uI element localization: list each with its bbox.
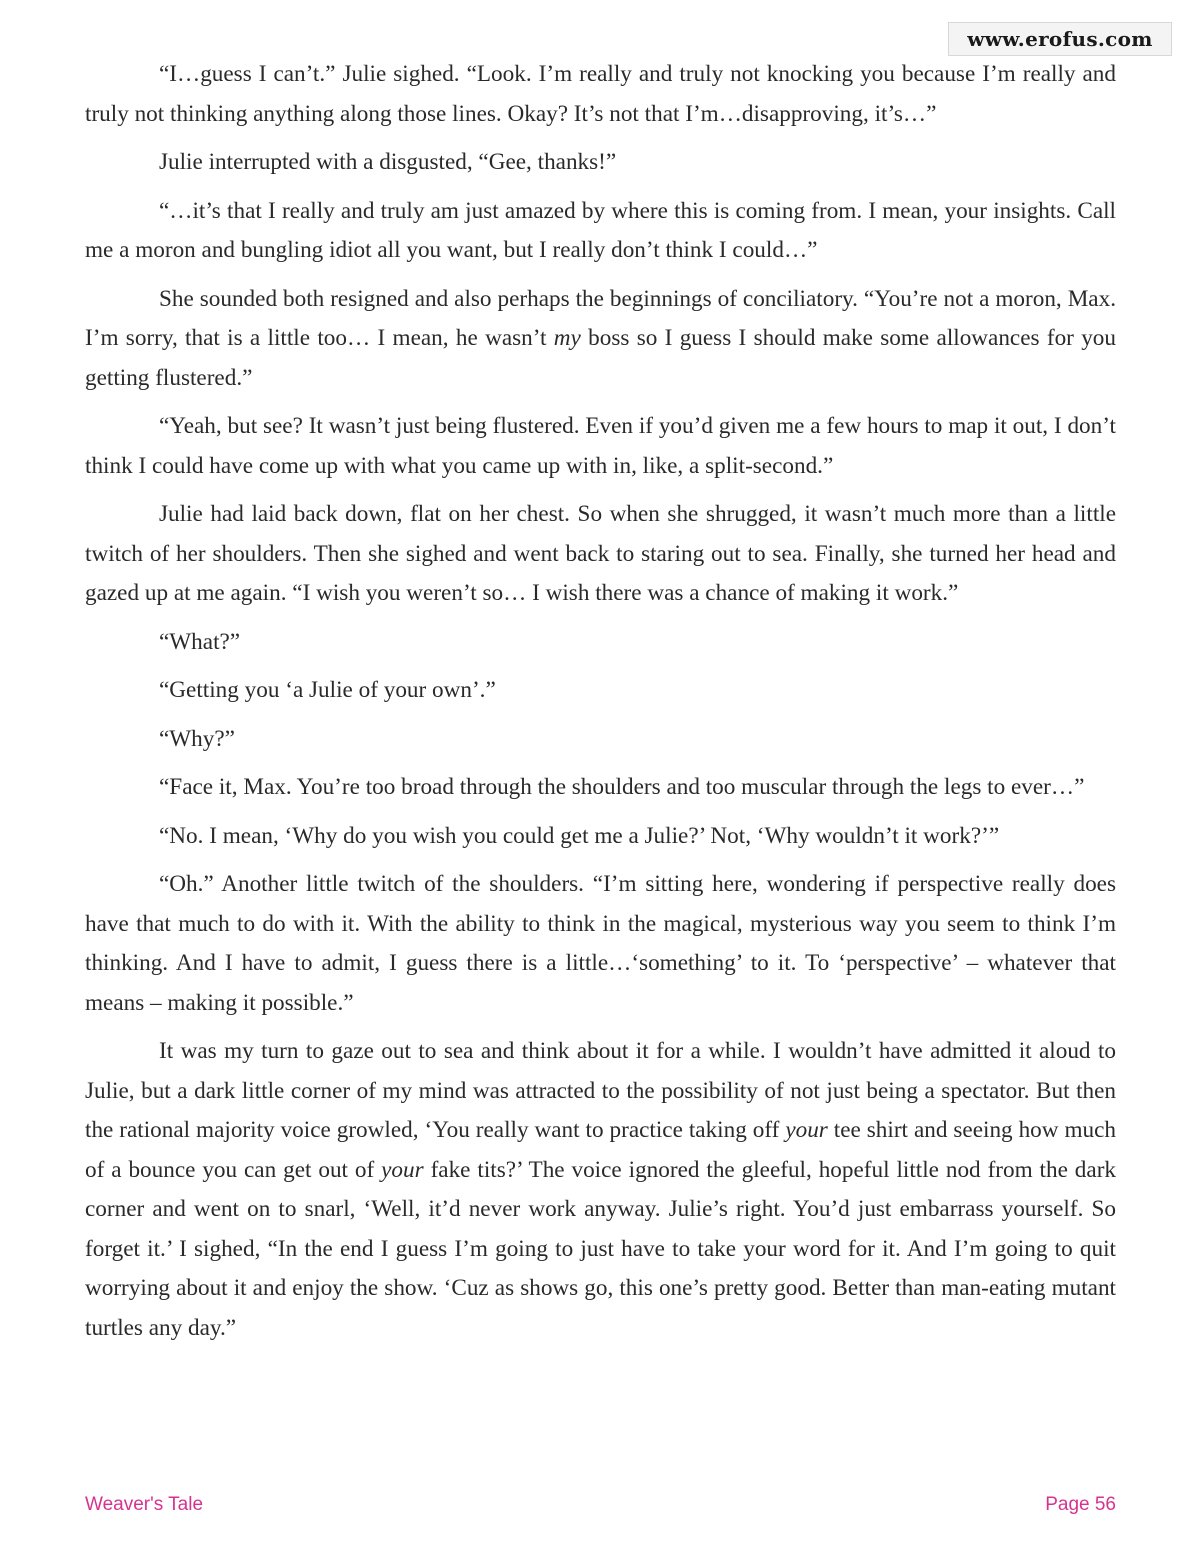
story-paragraph <box>85 865 1116 1023</box>
story-paragraph <box>85 623 1116 663</box>
paragraph-text: She sounded both resigned and also perhaps the beginnings of conciliatory. “You’re not a moron, Max. I’m sorry, that is a little too… I mean, he wasn’t <box>85 285 1116 351</box>
paragraph-text: “Face it, Max. You’re too broad through the shoulders and too muscular through the legs to ever…” <box>159 774 1085 800</box>
story-paragraph <box>85 143 1116 183</box>
emphasis-text: your <box>785 1117 828 1143</box>
paragraph-text: “I…guess I can’t.” Julie sighed. “Look. I’m really and truly not knocking you because I’m really and truly not thinking anything along those lines. Okay? It’s not that I’m…disapproving, it’s…” <box>85 61 1116 127</box>
page-footer <box>85 1494 1116 1516</box>
paragraph-text: boss so I guess I should make some allowances for you getting flustered.” <box>85 325 1116 391</box>
story-paragraph <box>85 407 1116 486</box>
story-paragraph <box>85 817 1116 857</box>
paragraph-text: tee shirt and seeing how much of a bounce you can get out of <box>85 1117 1116 1183</box>
story-paragraph <box>85 671 1116 711</box>
paragraph-text: It was my turn to gaze out to sea and think about it for a while. I wouldn’t have admitted it aloud to Julie, but a dark little corner of my mind was attracted to the possibility of not just being a spectator. But then the rational majority voice growled, ‘You really want to practice taking off <box>85 1038 1116 1143</box>
story-paragraph <box>85 1032 1116 1348</box>
story-paragraph <box>85 495 1116 614</box>
page-number: Page 56 <box>1045 1494 1116 1515</box>
paragraph-text: “Why?” <box>159 725 235 752</box>
paragraph-text: “…it’s that I really and truly am just amazed by where this is coming from. I mean, your insights. Call me a moron and bungling idiot all you want, but I really don’t think I could…” <box>85 197 1116 263</box>
paragraph-text: “What?” <box>159 628 241 655</box>
paragraph-text: Julie interrupted with a disgusted, “Gee, thanks!” <box>159 149 617 175</box>
paragraph-text: “No. I mean, ‘Why do you wish you could get me a Julie?’ Not, ‘Why wouldn’t it work?’” <box>159 822 1000 849</box>
story-paragraph <box>85 280 1116 399</box>
watermark-logo: www.erofus.com <box>948 22 1172 56</box>
paragraph-text: Julie had laid back down, flat on her chest. So when she shrugged, it wasn’t much more than a little twitch of her shoulders. Then she sighed and went back to staring out to sea. Finally, she turned her head and gazed up at me again. “I wish you weren’t so… I wish there was a chance of making it work.” <box>85 501 1116 606</box>
emphasis-text: your <box>381 1156 424 1183</box>
story-text <box>85 55 1116 1357</box>
story-paragraph <box>85 192 1116 271</box>
paragraph-text: “Oh.” Another little twitch of the shoulders. “I’m sitting here, wondering if perspective really does have that much to do with it. With the ability to think in the magical, mysterious way you seem to think I’m thinking. And I have to admit, I guess there is a little…‘something’ to it. To ‘perspective’ – whatever that means – making it possible.” <box>85 871 1116 1016</box>
story-paragraph <box>85 720 1116 760</box>
paragraph-text: “Getting you ‘a Julie of your own’.” <box>159 677 496 703</box>
story-paragraph <box>85 768 1116 808</box>
emphasis-text: my <box>553 325 581 351</box>
book-title: Weaver's Tale <box>85 1494 204 1515</box>
paragraph-text: “Yeah, but see? It wasn’t just being flustered. Even if you’d given me a few hours to map it out, I don’t think I could have come up with what you came up with in, like, a split-second.” <box>85 413 1116 479</box>
story-paragraph <box>85 55 1116 134</box>
paragraph-text: fake tits?’ The voice ignored the gleeful, hopeful little nod from the dark corner and went on to snarl, ‘Well, it’d never work anyway. Julie’s right. You’d just embarrass yourself. So forget it.’ I sighed, “In the end I guess I’m going to just have to take your word for it. And I’m going to quit worrying about it and enjoy the show. ‘Cuz as shows go, this one’s pretty good. Better than man-eating mutant turtles any day.” <box>85 1156 1117 1341</box>
